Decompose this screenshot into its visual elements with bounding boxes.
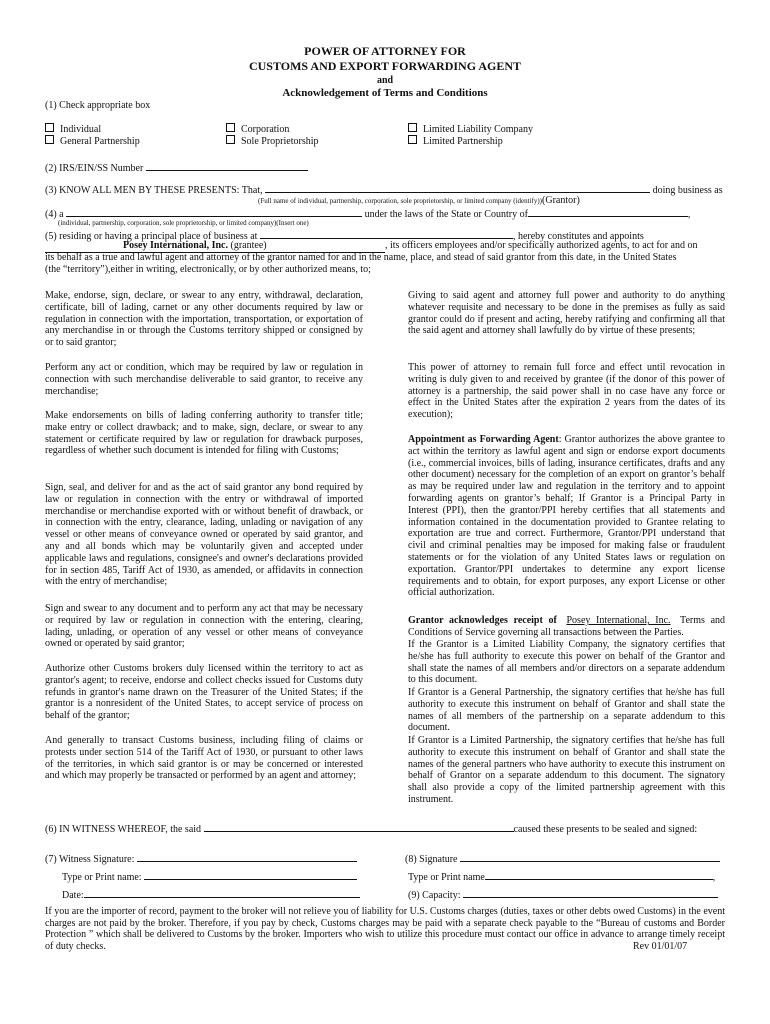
right-para-6: If Grantor is a General Partnership, the signatory certifies that he/she has full authority to execute this instrument on behalf of Grantor and shall state the names of all members of the partnership on a separate addendum to this document. — [408, 687, 725, 734]
checkbox-box[interactable] — [408, 123, 417, 132]
section2-row — [45, 160, 308, 175]
grantor-tag: (Grantor) — [542, 195, 580, 206]
under-laws-label: under the laws of the State or Country of — [364, 209, 528, 220]
witness-name-label: Type or Print name: — [62, 872, 142, 883]
forwarding-agent-heading: Appointment as Forwarding Agent — [408, 434, 559, 445]
entity-type-field[interactable] — [66, 206, 362, 217]
witness-signature-row — [45, 851, 357, 866]
checkbox-label: General Partnership — [60, 136, 140, 147]
irs-number-label: (2) IRS/EIN/SS Number — [45, 163, 144, 174]
acknowledge-heading: Grantor acknowledges receipt of — [408, 615, 557, 626]
witness-whereof-tail: caused these presents to be sealed and signed: — [513, 824, 698, 835]
left-para-7: And generally to transact Customs business, including filing of claims or protests under section 514 of the Tariff Act of 1930, or pursuant to other laws of the territories, in which said grantor is or may be concerned or interested and which may properly be transacted or performed by an agent and attorney; — [45, 735, 363, 782]
checkbox-label: Limited Liability Company — [423, 124, 533, 135]
right-para-2: This power of attorney to remain full force and effect until revocation in writing is duly given to and received by grantee (if the donor of this power of attorney is a partnership, the said power shall in no case have any force or effect in the United States after the expiration 2 years from the dates of its execution); — [408, 362, 725, 421]
checkbox-label: Sole Proprietorship — [241, 136, 319, 147]
doing-business-label: doing business as — [652, 185, 723, 196]
signature-field[interactable] — [460, 851, 720, 862]
signature-row — [405, 851, 720, 866]
entity-type-hint: (individual, partnership, corporation, sole proprietorship, or limited company)(Insert one) — [58, 219, 309, 227]
left-para-4: Sign, seal, and deliver for and as the act of said grantor any bond required by law or regulation in connection with the entry or withdrawal of imported merchandise or merchandise exported with or without benefit of drawback, or in connection with the entry, clearance, lading, unlading or navigation of any vessel or other means of conveyance owned or operated by said grantor, and any and all bonds which may be voluntarily given and accepted under applicable laws and regulations, consignee's and owner's declarations provided for in section 485, Tariff Act of 1930, as amended, or affidavits in connection with the entry of merchandise; — [45, 482, 363, 588]
left-para-6: Authorize other Customs brokers duly licensed within the territory to act as grantor's agent; to receive, endorse and collect checks issued for Customs duty refunds in grantor's name drawn on the Treasurer of the United States; if the grantor is a nonresident of the United States, to accept service of process on behalf of the grantor; — [45, 663, 363, 722]
acknowledge-terms: Terms — [680, 615, 705, 626]
checkbox-box[interactable] — [408, 135, 417, 144]
know-all-men-label: (3) KNOW ALL MEN BY THESE PRESENTS: That, — [45, 185, 263, 196]
witness-date-label: Date: — [62, 890, 84, 901]
checkbox-limited-partnership[interactable] — [408, 135, 503, 148]
acknowledge-body: and Conditions of Service governing all transactions between the Parties. — [408, 615, 726, 638]
grantee-name: Posey International, Inc. — [123, 240, 228, 251]
witness-signature-field[interactable] — [137, 851, 357, 862]
signer-name-label: Type or Print name — [408, 872, 485, 883]
right-para-3 — [408, 434, 725, 599]
capacity-row — [408, 887, 718, 902]
irs-number-field[interactable] — [146, 160, 308, 171]
acknowledge-company: Posey International, Inc. — [566, 615, 671, 626]
section6-row — [45, 821, 697, 836]
address-field[interactable] — [260, 228, 513, 239]
left-para-2: Perform any act or condition, which may be required by law or regulation in connection with such merchandise deliverable to said grantor, to receive any merchandise; — [45, 362, 363, 397]
comma: , — [687, 209, 691, 220]
grantee-tag: (grantee) — [230, 240, 267, 251]
witness-date-row — [62, 887, 360, 902]
grantor-hint: (Full name of individual, partnership, corporation, sole proprietorship, or limited company (identify))(Grantor) — [258, 195, 580, 206]
witness-name-field[interactable] — [144, 869, 357, 880]
checkbox-box[interactable] — [45, 135, 54, 144]
right-para-7: If Grantor is a Limited Partnership, the signatory certifies that he/she has full authority to execute this instrument on behalf of Grantor and shall state the names of the general partners who have authority to execute this instrument on behalf of Grantor on a separate addendum to this document. The signatory shall also provide a copy of the limited partnership agreement with this instrument. — [408, 735, 725, 805]
footer-notice: If you are the importer of record, payment to the broker will not relieve you of liability for U.S. Customs charges (duties, taxes or other debts owed Customs) in the event charges are not paid by the broker. Therefore, if you pay by check, Customs charges may be paid with a separate check payable to the “Bureau of customs and Border Protection ” which shall be delivered to Customs by the broker. Importers who wish to utilize this procedure must contact our office in advance to arrange timely receipt of duty checks. — [45, 906, 725, 952]
comma: , — [712, 872, 716, 883]
signer-name-field[interactable] — [485, 869, 713, 880]
subtitle: Acknowledgement of Terms and Conditions — [282, 87, 488, 99]
section1-label: (1) Check appropriate box — [45, 100, 151, 111]
grantee-line-b: its behalf as a true and lawful agent and attorney of the grantor named for and in the name, place, and stead of said grantor from this date, in the United States — [45, 252, 677, 263]
grantee-line-a: , its officers employees and/or specifically authorized agents, to act for and on — [385, 240, 698, 251]
section3-row — [45, 182, 723, 197]
witness-signature-label: (7) Witness Signature: — [45, 854, 135, 865]
section4-label: (4) a — [45, 209, 64, 220]
title-line-2: CUSTOMS AND EXPORT FORWARDING AGENT — [248, 59, 522, 73]
witness-whereof-field[interactable] — [204, 821, 514, 832]
signer-name-row — [408, 869, 715, 884]
capacity-label: (9) Capacity: — [408, 890, 461, 901]
forwarding-agent-body: : Grantor authorizes the above grantee to act within the territory as lawful agent and sign or endorse export documents (i.e., commercial invoices, bills of lading, insurance certificates, drafts and any other document) necessary for the completion of an export on grantor’s behalf as may be required under law and regulation in the territory and to appoint forwarding agents on grantor’s behalf; If Grantor is a Principal Party in Interest (PPI), then the grantor/PPI hereby certifies that all statements and information contained in the documentation provided to Grantee relating to exportation are true and correct. Furthermore, Grantor/PPI understand that civil and criminal penalties may be imposed for making false or fraudulent statements or for the violation of any United States laws or regulation on exportation. Grantor/PPI undertakes to determine any export license requirements and to obtain, for export purposes, any export License or other official authorization. — [408, 434, 725, 599]
witness-whereof-label: (6) IN WITNESS WHEREOF, the said — [45, 824, 202, 835]
checkbox-general-partnership[interactable] — [45, 135, 140, 148]
checkbox-label: Corporation — [241, 124, 290, 135]
left-para-1: Make, endorse, sign, declare, or swear to any entry, withdrawal, declaration, certificate, bill of lading, carnet or any other documents required by law or regulation in connection with the importation, transportation, or exportation of any merchandise in or through the Customs territory shipped or consigned by or to said grantor; — [45, 290, 363, 349]
checkbox-label: Limited Partnership — [423, 136, 503, 147]
signature-label: (8) Signature — [405, 854, 458, 865]
state-country-field[interactable] — [528, 206, 688, 217]
right-para-4 — [408, 615, 725, 639]
checkbox-box[interactable] — [226, 123, 235, 132]
capacity-field[interactable] — [463, 887, 718, 898]
checkbox-box[interactable] — [226, 135, 235, 144]
section5-label: (5) residing or having a principal place of business at — [45, 231, 258, 242]
grantor-name-field[interactable] — [265, 182, 650, 193]
witness-name-row — [62, 869, 357, 884]
title-line-1: POWER OF ATTORNEY FOR — [304, 44, 466, 58]
right-para-1: Giving to said agent and attorney full power and authority to do anything whatever requisite and necessary to be done in the premises as fully as said grantor could do if present and acting, hereby ratifying and confirming all that the said agent and attorney shall lawfully do by virtue of these presents; — [408, 290, 725, 337]
checkbox-box[interactable] — [45, 123, 54, 132]
revision-label: Rev 01/01/07 — [633, 941, 688, 952]
witness-date-field[interactable] — [84, 887, 360, 898]
grantee-line-c: (the “territory”),either in writing, electronically, or by other authorized means, to; — [45, 264, 371, 275]
constitutes-label: , hereby constitutes and appoints — [512, 231, 644, 242]
left-para-3: Make endorsements on bills of lading conferring authority to transfer title; make entry or collect drawback; and to make, sign, declare, or swear to any statement or certificate required by law or regulation for drawback purposes, regardless of whether such document is intended for filing with Customs; — [45, 410, 363, 457]
checkbox-label: Individual — [60, 124, 102, 135]
title-and: and — [376, 75, 394, 86]
checkbox-sole-proprietorship[interactable] — [226, 135, 319, 148]
left-para-5: Sign and swear to any document and to perform any act that may be necessary or required by law or regulation in connection with the entering, clearing, lading, unlading, or operation of any vessel or other means of conveyance owned or operated by said grantor; — [45, 603, 363, 650]
right-para-5: If the Grantor is a Limited Liability Company, the signatory certifies that he/she has full authority to execute this power on behalf of the Grantor and shall state the names of all members and/or directors on a separate addendum to this document. — [408, 639, 725, 686]
